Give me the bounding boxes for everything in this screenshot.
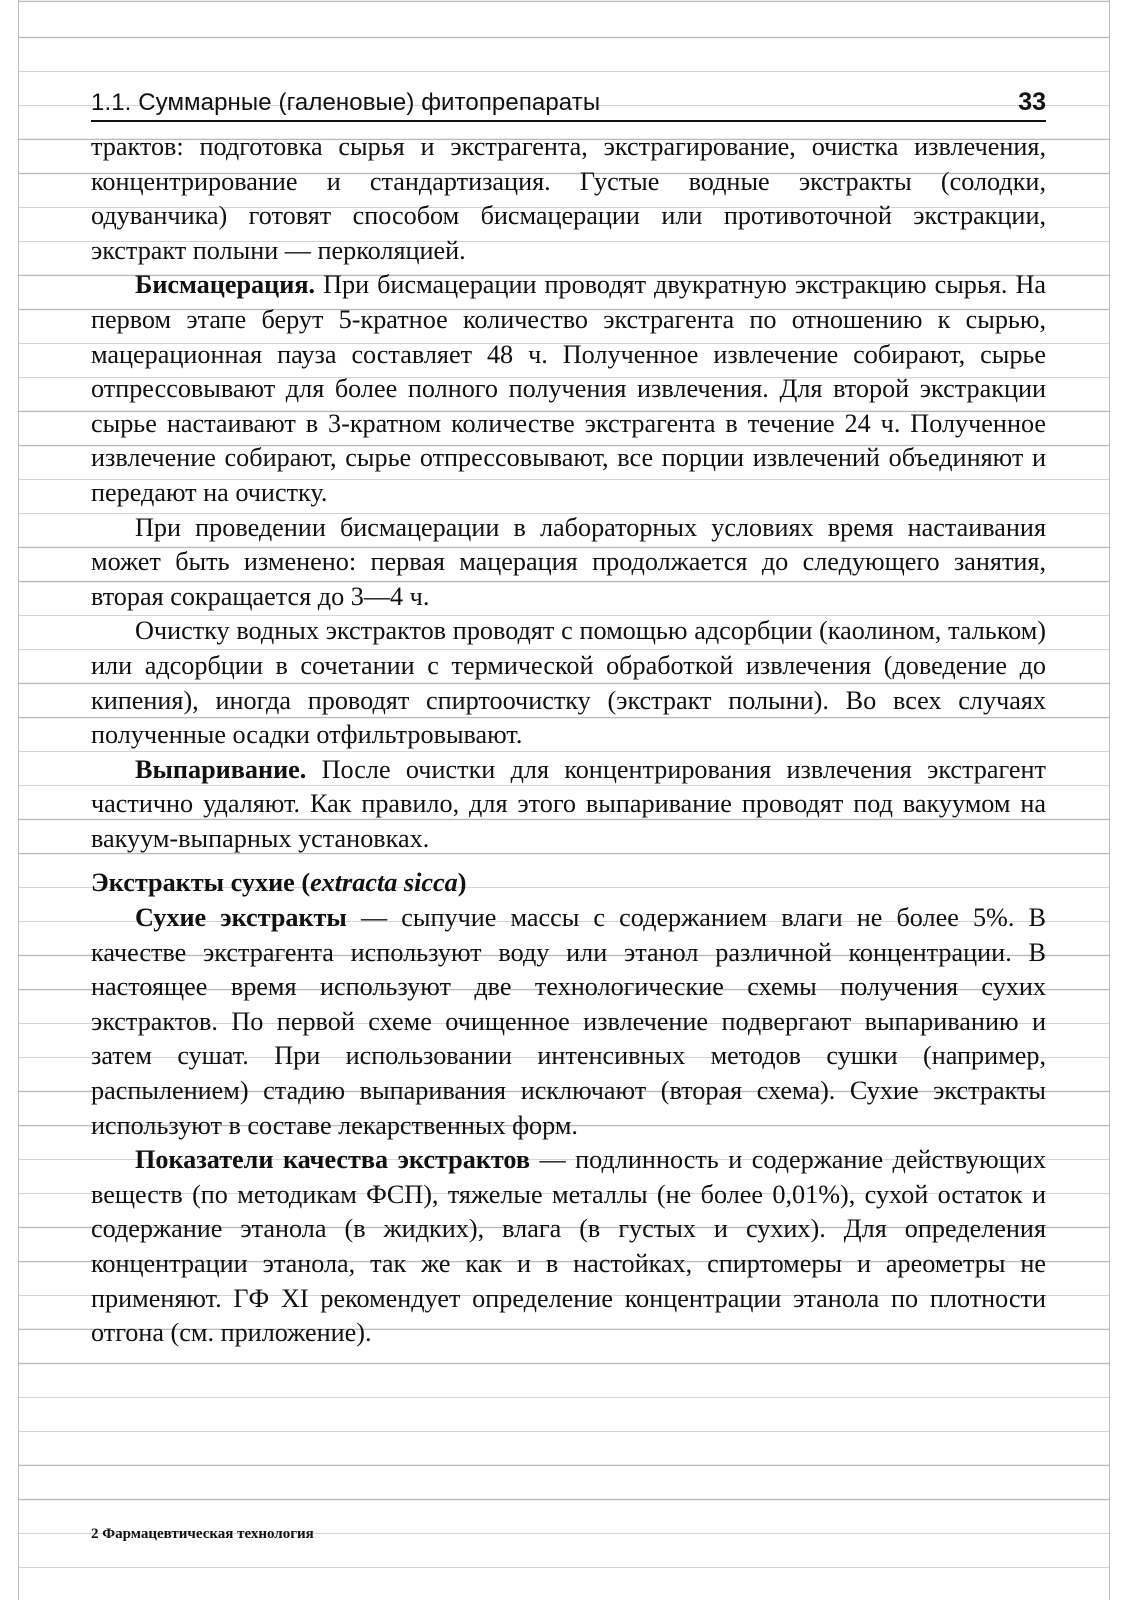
section-heading-dry-extracts — [91, 866, 1046, 901]
paragraph-lab-conditions: При проведении бисмацерации в лабораторных условиях время настаивания может быть изменено: первая мацерация продолжается до следующего занятия, вторая сокращается до 3—4 ч. — [91, 512, 1046, 611]
paragraph-quality-indicators — [91, 1143, 1046, 1351]
term-bismaceration: Бисмацерация. — [135, 270, 316, 300]
running-header — [91, 86, 1046, 122]
heading-close: ) — [457, 868, 467, 898]
paragraph-evaporation — [91, 753, 1046, 857]
paragraph-text: — подлинность и содержание действующих веществ (по методикам ФСП), тяжелые металлы (не более 0,01%), сухой остаток и содержание этанола (в жидких), влага (в густых и сухих). Для определения концентрации этанола, так же как и в настойках, спиртомеры и ареометры не применяют. ГФ XI рекомендует определение концентрации этанола по плотности отгона (см. приложение). — [91, 1145, 1046, 1348]
term-dry-extracts: Сухие экстракты — [135, 903, 347, 933]
page-number: 33 — [1018, 88, 1046, 116]
body-text — [91, 130, 1046, 1351]
paragraph-bismaceration — [91, 268, 1046, 510]
term-evaporation: Выпаривание. — [135, 754, 307, 784]
section-title: 1.1. Суммарные (галеновые) фитопрепараты — [91, 89, 601, 116]
paragraph-text: — сыпучие массы с содержанием влаги не более 5%. В качестве экстрагента используют воду или этанол различной концентрации. В настоящее время используют две технологические схемы получения сухих экстрактов. По первой схеме очищенное извлечение подвергают выпариванию и затем сушат. При использовании интенсивных методов сушки (например, распылением) стадию выпаривания исключают (вторая схема). Сухие экстракты используют в составе лекарственных форм. — [91, 903, 1046, 1140]
paragraph-purification: Очистку водных экстрактов проводят с помощью адсорбции (каолином, тальком) или адсорбции в сочетании с термической обработкой извлечения (доведение до кипения), иногда проводят спиртоочистку (экстракт полыни). Во всех случаях полученные осадки отфильтровывают. — [91, 616, 1046, 750]
paragraph-text: При бисмацерации проводят двукратную экстракцию сырья. На первом этапе берут 5-кратное количество экстрагента по отношению к сырью, мацерационная пауза составляет 48 ч. Полученное извлечение собирают, сырье отпрессовывают для более полного получения извлечения. Для второй экстракции сырье настаивают в 3-кратном количестве экстрагента в течение 24 ч. Полученное извлечение собирают, сырье отпрессовывают, все порции извлечений объединяют и передают на очистку. — [91, 270, 1046, 507]
footer-signature: 2 Фармацевтическая технология — [91, 1526, 314, 1542]
term-quality-indicators: Показатели качества экстрактов — [135, 1145, 531, 1175]
paragraph-text: После очистки для концентрирования извлечения экстрагент частично удаляют. Как правило, для этого выпаривание проводят под вакуумом на вакуум-выпарных установках. — [91, 754, 1046, 853]
paragraph-continuation: трактов: подготовка сырья и экстрагента, экстрагирование, очистка извлечения, концентрирование и стандартизация. Густые водные экстракты (солодки, одуванчика) готовят способом бисмацерации или противоточной экстракции, экстракт полыни — перколяцией. — [91, 132, 1046, 265]
heading-text: Экстракты сухие ( — [91, 868, 311, 898]
heading-latin: extracta sicca — [310, 868, 458, 898]
paragraph-dry-extracts — [91, 901, 1046, 1143]
